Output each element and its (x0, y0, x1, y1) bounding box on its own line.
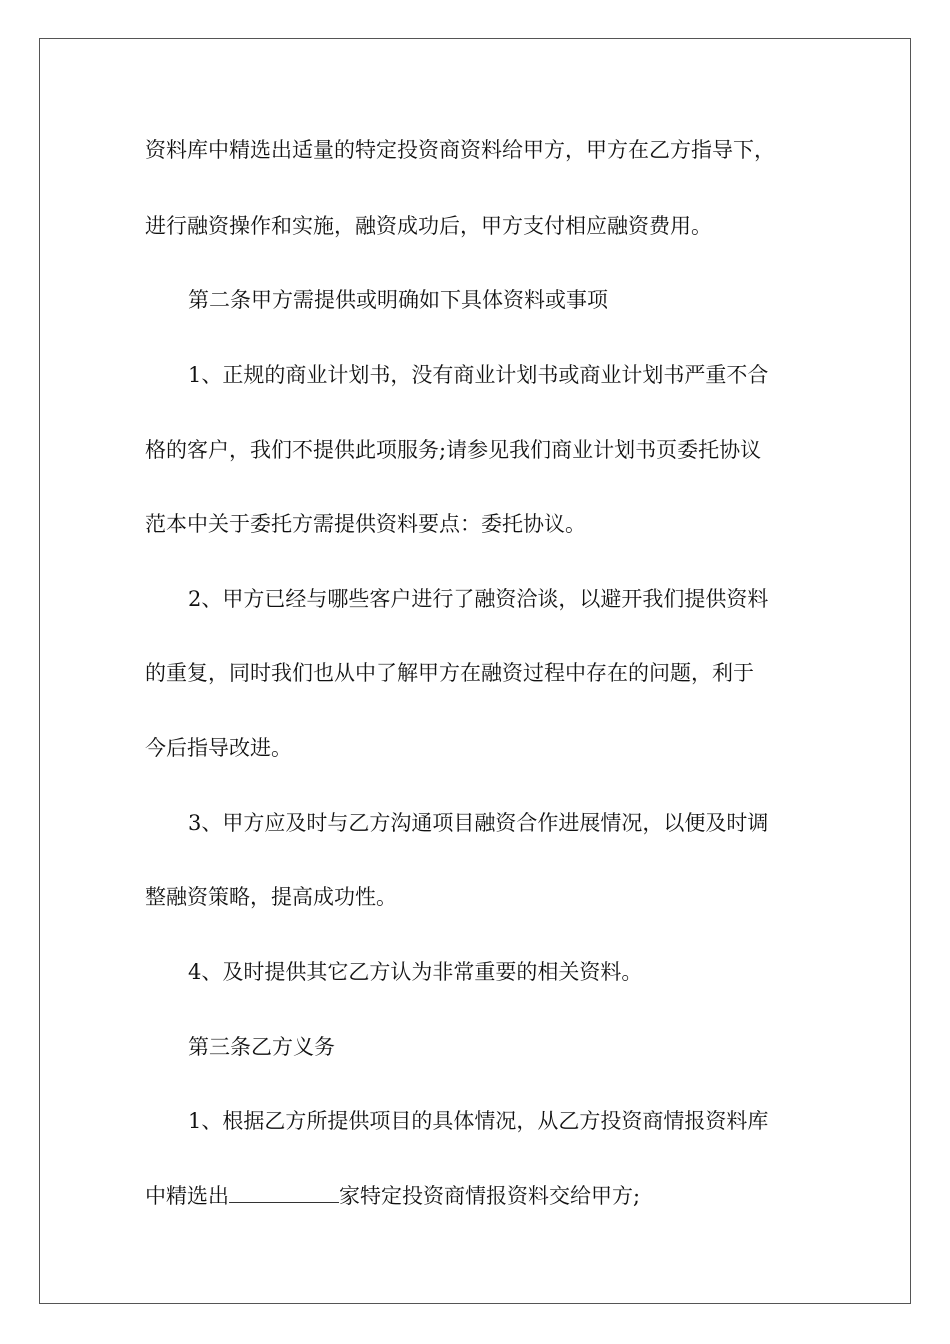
text-line: 4、及时提供其它乙方认为非常重要的相关资料。 (188, 960, 643, 984)
text-line: 进行融资操作和实施，融资成功后，甲方支付相应融资费用。 (145, 214, 712, 238)
text-line: 1、正规的商业计划书，没有商业计划书或商业计划书严重不合 (188, 363, 769, 387)
text-line-with-blank (0, 1183, 950, 1209)
text-line: 资料库中精选出适量的特定投资商资料给甲方，甲方在乙方指导下， (145, 138, 775, 162)
text-line: 3、甲方应及时与乙方沟通项目融资合作进展情况，以便及时调 (188, 811, 769, 835)
text-line: 今后指导改进。 (145, 736, 292, 760)
text-line: 格的客户，我们不提供此项服务;请参见我们商业计划书页委托协议 (145, 438, 762, 462)
text-line: 整融资策略，提高成功性。 (145, 885, 397, 909)
fill-in-blank (229, 1183, 339, 1203)
text-line: 1、根据乙方所提供项目的具体情况，从乙方投资商情报资料库 (188, 1109, 769, 1133)
text-fragment: 家特定投资商情报资料交给甲方; (339, 1184, 641, 1208)
text-line: 2、甲方已经与哪些客户进行了融资洽谈，以避开我们提供资料 (188, 587, 769, 611)
text-line: 范本中关于委托方需提供资料要点：委托协议。 (145, 512, 586, 536)
section-heading: 第二条甲方需提供或明确如下具体资料或事项 (188, 288, 608, 312)
text-fragment: 中精选出 (145, 1184, 229, 1208)
section-heading: 第三条乙方义务 (188, 1035, 335, 1059)
text-line: 的重复，同时我们也从中了解甲方在融资过程中存在的问题，利于 (145, 661, 754, 685)
